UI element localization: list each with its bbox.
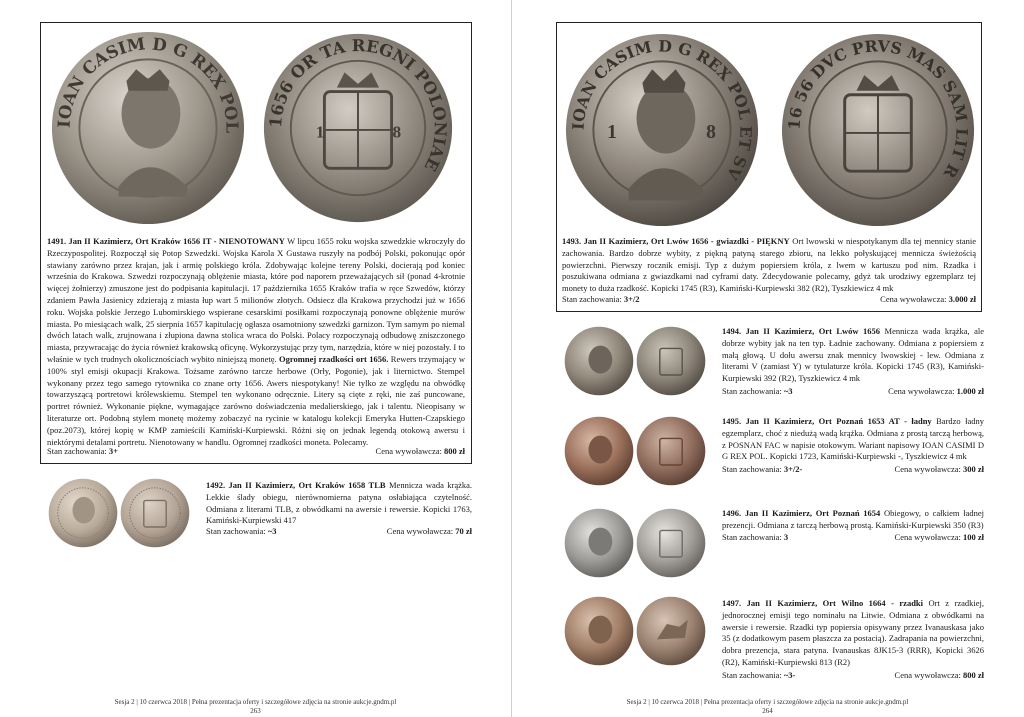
lot-1496-state-price bbox=[722, 532, 984, 543]
footer-line: Sesja 2 | 10 czerwca 2018 | Pełna prezentacja oferty i szczegółowe zdjęcia na stronie aukcje.gndm.pl bbox=[626, 698, 909, 706]
lot-1495-number: 1495. bbox=[722, 416, 742, 426]
lot-1494-description bbox=[722, 326, 984, 385]
lot-1497-title[interactable]: Jan II Kazimierz, Ort Wilno 1664 - rzadki bbox=[746, 598, 924, 608]
lot-1496-desc: Obiegowy, o całkiem ładnej prezencji. Odmiana z tarczą herbową prostą. Kamiński-Kurpiewski 350 (R3) bbox=[722, 508, 985, 530]
lot-1492-title[interactable]: Jan II Kazimierz, Ort Kraków 1658 TLB bbox=[228, 480, 386, 490]
lot-1497-state-price bbox=[722, 670, 984, 681]
lot-1493-number: 1493. bbox=[562, 236, 582, 246]
page-footer bbox=[512, 698, 1023, 716]
lot-1496-state-label: Stan zachowania: bbox=[722, 532, 782, 542]
lot-1491-state-value: 3+ bbox=[108, 446, 118, 456]
lot-1497-price-label: Cena wywoławcza: bbox=[894, 670, 961, 680]
lot-1491-state-price bbox=[47, 446, 465, 457]
svg-text:8: 8 bbox=[392, 122, 402, 142]
page-number: 264 bbox=[762, 707, 773, 715]
lot-1493-state-label: Stan zachowania: bbox=[562, 294, 622, 304]
lot-1493-reverse-coin[interactable] bbox=[780, 32, 976, 228]
lot-1496-price-label: Cena wywoławcza: bbox=[894, 532, 961, 542]
lot-1494-obverse-coin[interactable] bbox=[564, 326, 634, 396]
lot-1492-desc: Mennicza wada krążka. Lekkie ślady obiegu, nierównomierna patyna osłabiająca czytelność. Odmiana z literami TLB, z obwódkami na awersie i rewersie. Kopicki 1763, Kamiński-Kurpiewski 417 bbox=[206, 480, 473, 526]
lot-1497-state-label: Stan zachowania: bbox=[722, 670, 782, 680]
lot-1491-desc-b: Rewers trzymający w 100% styl emisji okupacji Krakowa. Tożsame zarówno tarcze herbowe (Orły, Pogonie), jak i liternictwo. Stempel wykonany przez tego samego rytownika co znane orty 1656. Awers niespotykany! Nie tylko ze względu na obwódkę towarzyszącą portretowi królewskiemu. Stempel ten wykonano odręcznie. Litery są cięte z ręki, nie zaś puncowane, portret również. Wykonanie piękne, wymagające zarówno doświadczenia medalierskiego, jak i talentu. Nieopisany w literaturze ort. Podobną stylem monetę możemy zobaczyć na rycinie w katalogu kolekcji Emeryka Hutten-Czapskiego (poz.2073), której kopię w KMP zamieścili Kamiński-Kurpiewski. Różni się on jednak legendą otokową awersu i niektórymi detalami portretu. Nienotowany w handlu. Ogromnej rzadkości moneta. Polecamy. bbox=[47, 353, 466, 447]
lot-1492-state-value: ~3 bbox=[267, 526, 277, 536]
lot-1495-desc: Bardzo ładny egzemplarz, choć z niedużą wadą krążka. Odmiana z prostą tarczą herbową, z POSNAN FAC w napisie otokowym. Wariant napisowy IOAN CASIMI D G REX POL. Kopicki 1723, Kamiński-Kurpiewski -, Tyszkiewicz 4 mk bbox=[722, 416, 985, 462]
lot-1492-state-price bbox=[206, 526, 472, 537]
lot-1494-title[interactable]: Jan II Kazimierz, Ort Lwów 1656 bbox=[745, 326, 881, 336]
lot-1493-title[interactable]: Jan II Kazimierz, Ort Lwów 1656 - gwiazdki - PIĘKNY bbox=[583, 236, 790, 246]
lot-1494-desc: Mennicza wada krążka, ale dobrze wybity jak na ten typ. Ładnie zachowany. Odmiana z popiersiem z małą głową. U dołu awersu znak mennicy lwowskiej - lew. Odmiana z literami V (zamiast Y) w tytulaturze króla. Kopicki 1745 (R3), Kamiński-Kurpiewski 392 (R2), Tyszkiewicz 4 mk bbox=[722, 326, 985, 384]
lot-1493-reverse-legend: 16 56 DVC PRVS MAS SAM LIT R bbox=[784, 36, 972, 182]
lot-1495-state-value: 3+/2- bbox=[783, 464, 803, 474]
lot-1494-reverse-coin[interactable] bbox=[636, 326, 706, 396]
lot-1494-price-value: 1.000 zł bbox=[956, 386, 984, 396]
lot-1492-number: 1492. bbox=[206, 480, 226, 490]
lot-1497-state-value: ~3- bbox=[783, 670, 796, 680]
lot-1495-price-label: Cena wywoławcza: bbox=[894, 464, 961, 474]
lot-1496-state-value: 3 bbox=[783, 532, 789, 542]
lot-1492-price-value: 70 zł bbox=[455, 526, 472, 536]
lot-1493-price-label: Cena wywoławcza: bbox=[880, 294, 947, 304]
lot-1491-desc-a: W lipcu 1655 roku wojska szwedzkie wkroczyły do Rzeczypospolitej. Rozpoczął się Potop Szwedzki. Wojska Karola X Gustawa ruszyły na podbój Polski, pokonując opór stawiany zarówno przez krajan, jak i armię polskiego króla. Zdobywając kolejne tereny Polski, docierają pod koniec września do Krakowa. Szwedzi rozpoczynają oblężenie miasta, które pod naporem przeważających sił (ponad 4-krotnie więcej żołnierzy) zmuszone jest do podpisania kapitulacji. 17 października 1655 Kraków trafia w ręce Szwedów, którzy zdaniem Pawła Jasienicy zdzierają z miasta łup wart 5 milionów złotych. Odsiecz dla Krakowa przychodzi już w 1656 roku. Wojska polskie Jerzego Lubomirskiego wspierane cesarskimi posiłkami rozpoczynają ponowne oblężenie murów miasta. Po miesiącach walk, 25 sierpnia 1657 kapitulację ogłasza osamotniony szwedzki garnizon. Tym samym po niemal dwóch latach walk, zrujnowana i złupiona dawna stolica wraca do Polski. Polacy rozpoczynają odbudowę zniszczonego miasta, przywracając do życia również krakowską oficynę. Wykorzystując przy tym, narzędzia, które w niej pozostały. I to właśnie w tych trudnych okolicznościach wybito niniejszą monetę. bbox=[47, 236, 466, 364]
lot-1494-price-label: Cena wywoławcza: bbox=[888, 386, 955, 396]
lot-1491-obverse-legend: IOAN CASIM D G REX POL bbox=[53, 33, 243, 134]
lot-1496-obverse-coin[interactable] bbox=[564, 508, 634, 578]
footer-line: Sesja 2 | 10 czerwca 2018 | Pełna prezentacja oferty i szczegółowe zdjęcia na stronie aukcje.gndm.pl bbox=[114, 698, 397, 706]
lot-1493-desc: Ort lwowski w niespotykanym dla tej mennicy stanie zachowania. Bardzo dobrze wybity, z piękną patyną starego zbioru, na lekko połyskującej mennicza świeżością powierzchni. Pierwszy rocznik emisji. Typ z dużym popiersiem króla, z lwem w kartuszu pod nim. Rzadka i poszukiwana odmiana z gwiazdkami nad cyframi daty. Zdecydowanie polecamy, gdyż tak urodziwy egzemplarz tej monety to duża rzadkość. Kopicki 1745 (R3), Kamiński-Kurpiewski 382 (R2), Tyszkiewicz 4 mk bbox=[562, 236, 976, 294]
lot-1494-state-label: Stan zachowania: bbox=[722, 386, 782, 396]
lot-1494-state-value: ~3 bbox=[783, 386, 793, 396]
catalog-page-263 bbox=[0, 0, 511, 717]
lot-1493-obverse-coin[interactable] bbox=[564, 32, 760, 228]
lot-1495-price-value: 300 zł bbox=[962, 464, 984, 474]
lot-1493-price-value: 3.000 zł bbox=[948, 294, 976, 304]
lot-1492-price-label: Cena wywoławcza: bbox=[386, 526, 454, 536]
lot-1491-obverse-coin[interactable] bbox=[50, 30, 246, 226]
lot-1491-number: 1491. bbox=[47, 236, 67, 246]
lot-1493-state-value: 3+/2 bbox=[623, 294, 640, 304]
lot-1491-state-label: Stan zachowania: bbox=[47, 446, 107, 456]
lot-1496-reverse-coin[interactable] bbox=[636, 508, 706, 578]
page-number: 263 bbox=[250, 707, 261, 715]
catalog-page-264 bbox=[512, 0, 1023, 717]
lot-1491-reverse-coin[interactable] bbox=[262, 32, 454, 224]
lot-1497-desc: Ort z rzadkiej, jednorocznej emisji tego nominału na Litwie. Odmiana z obwódkami na awersie i rewersie. Rzadki typ popiersia opisywany przez Ivanauskasa jako 35 (z dodatkowym pasem płaszcza za postacią). Zadrapania na powierzchni, dobra prezencja, stara patyna. Ivanauskas 8JK15-3 (RRR), Kopicki 3626 (R2), Kamiński-Kurpiewski 813 (R2) bbox=[722, 598, 984, 667]
lot-1494-number: 1494. bbox=[722, 326, 742, 336]
lot-1497-number: 1497. bbox=[722, 598, 742, 608]
lot-1497-price-value: 800 zł bbox=[962, 670, 984, 680]
svg-text:8: 8 bbox=[706, 121, 716, 143]
page-footer bbox=[0, 698, 511, 716]
lot-1497-reverse-coin[interactable] bbox=[636, 596, 706, 666]
lot-1492-state-label: Stan zachowania: bbox=[206, 526, 266, 536]
lot-1493-description bbox=[562, 236, 976, 295]
lot-1496-description bbox=[722, 508, 984, 532]
lot-1492-description bbox=[206, 480, 472, 527]
lot-1491-price-label: Cena wywoławcza: bbox=[375, 446, 442, 456]
lot-1491-title[interactable]: Jan II Kazimierz, Ort Kraków 1656 IT - NIENOTOWANY bbox=[68, 236, 285, 246]
lot-1495-reverse-coin[interactable] bbox=[636, 416, 706, 486]
lot-1496-number: 1496. bbox=[722, 508, 742, 518]
lot-1495-obverse-coin[interactable] bbox=[564, 416, 634, 486]
lot-1495-state-label: Stan zachowania: bbox=[722, 464, 782, 474]
svg-text:1: 1 bbox=[315, 122, 325, 142]
lot-1491-rarity: Ogromnej rzadkości ort 1656. bbox=[279, 353, 389, 364]
lot-1491-description bbox=[47, 236, 465, 448]
lot-1495-title[interactable]: Jan II Kazimierz, Ort Poznań 1653 AT - ładny bbox=[745, 416, 932, 426]
lot-1491-reverse-legend: 1656 OR TA REGNI POLONIAE bbox=[266, 36, 450, 175]
lot-1493-state-price bbox=[562, 294, 976, 305]
lot-1496-title[interactable]: Jan II Kazimierz, Ort Poznań 1654 bbox=[744, 508, 881, 518]
lot-1496-price-value: 100 zł bbox=[962, 532, 984, 542]
lot-1492-reverse-coin[interactable] bbox=[120, 478, 190, 548]
lot-1495-description bbox=[722, 416, 984, 463]
lot-1495-state-price bbox=[722, 464, 984, 475]
lot-1497-description bbox=[722, 598, 984, 669]
lot-1493-obverse-legend: IOAN CASIM D G REX POL ET SV bbox=[568, 36, 756, 184]
svg-text:1: 1 bbox=[607, 121, 617, 143]
lot-1497-obverse-coin[interactable] bbox=[564, 596, 634, 666]
lot-1491-price-value: 800 zł bbox=[443, 446, 465, 456]
lot-1494-state-price bbox=[722, 386, 984, 397]
lot-1492-obverse-coin[interactable] bbox=[48, 478, 118, 548]
